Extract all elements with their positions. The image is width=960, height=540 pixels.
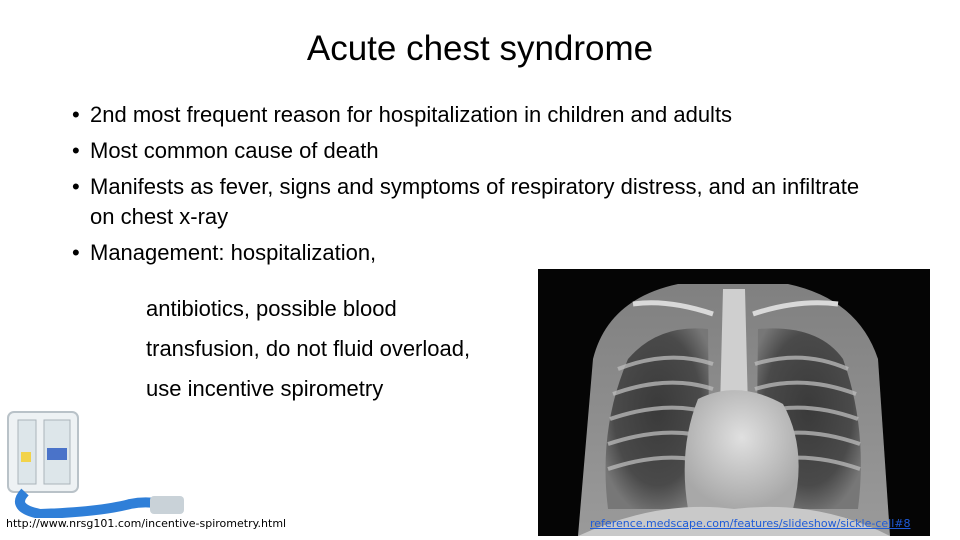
bullet-item	[72, 100, 892, 130]
slide-title: Acute chest syndrome	[306, 29, 654, 68]
bullet-item	[72, 136, 892, 166]
incentive-spirometer-image	[0, 408, 190, 518]
bullet-marker: •	[72, 138, 80, 163]
bullet-marker: •	[72, 240, 80, 265]
xray-source-link[interactable]: reference.medscape.com/features/slideshow/sickle-cell#8	[590, 517, 911, 530]
chest-xray-image	[538, 269, 930, 536]
spirometry-source-caption: http://www.nrsg101.com/incentive-spirometry.html	[6, 517, 287, 530]
bullet-marker: •	[72, 174, 80, 199]
bullet-text: 2nd most frequent reason for hospitalization in children and adults	[90, 102, 733, 127]
bullet-item	[72, 172, 892, 232]
bullet-text: Most common cause of death	[90, 138, 379, 163]
management-line: transfusion, do not fluid overload,	[146, 336, 471, 361]
management-line: antibiotics, possible blood	[146, 296, 397, 321]
bullet-marker: •	[72, 102, 80, 127]
bullet-text: Manifests as fever, signs and symptoms of respiratory distress, and an infiltrate on chest x-ray	[90, 174, 860, 229]
bullet-list	[72, 100, 892, 274]
bullet-item	[72, 238, 892, 268]
bullet-text: Management: hospitalization,	[90, 240, 377, 265]
management-line: use incentive spirometry	[146, 376, 384, 401]
